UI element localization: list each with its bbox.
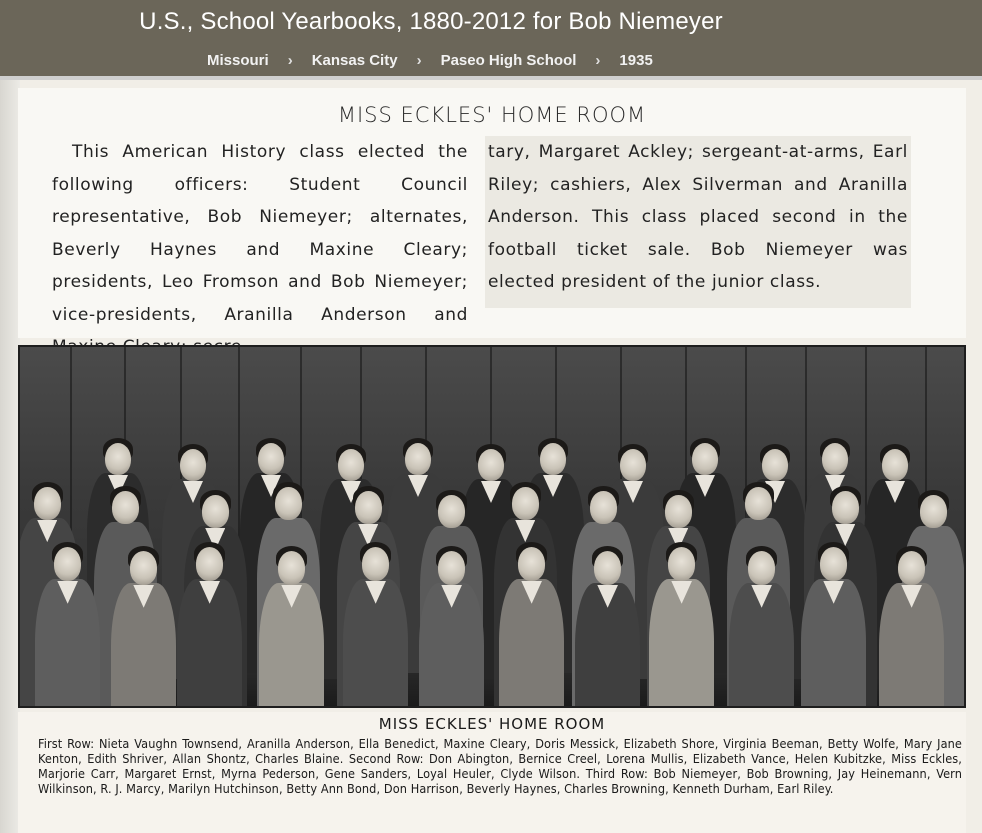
- record-title: U.S., School Yearbooks, 1880-2012 for Bob Niemeyer: [139, 8, 723, 35]
- chevron-right-icon: ›: [287, 51, 293, 69]
- article-left-column: This American History class elected the following officers: Student Council representative, Bob Niemeyer; alternates, Beverly Haynes and Maxine Cleary; presidents, Leo Fromson and Bob Niemeyer; vice-presidents, Aranilla Anderson and: [52, 142, 468, 325]
- article-right-column: tary, Margaret Ackley; sergeant-at-arms, Earl Riley; cashiers, Alex Silverman and Aranilla Anderson. This class placed second in the football ticket sale. Bob Niemeyer was elected president of the junior class.: [485, 136, 911, 308]
- breadcrumb-year[interactable]: 1935: [619, 51, 653, 69]
- breadcrumb-city[interactable]: Kansas City: [311, 51, 398, 69]
- yearbook-page-image[interactable]: [0, 80, 982, 833]
- caption-names: First Row: Nieta Vaughn Townsend, Aranilla Anderson, Ella Benedict, Maxine Cleary, Doris Messick, Elizabeth Shore, Virginia Beeman, Betty Wolfe, Mary Jane Kenton, Edith Shriver, Allan Shontz, Charles Blaine. Second Row: Don Abington, Bernice Creel, Lorena Mullis, Elizabeth Vance, Helen Kubitzke, Miss Eckles, Marjorie Carr, Margaret Ernst, Myrna Pederson, Gene Sanders, Loyal Heuler, Clyde Wilson. Third Row: Bob Niemeyer, Bob Browning, Jay Heinemann, Vern Wilkinson, R. J. Marcy, Marilyn Hutchinson, Betty Ann Bond, Don Harrison, Beverly Haynes, Charles Browning, Kenneth Durham, Earl Riley.: [38, 736, 962, 796]
- article-heading: MISS ECKLES' HOME ROOM: [337, 103, 647, 127]
- record-header: [0, 0, 982, 80]
- class-photo: [18, 345, 966, 708]
- photo-caption: [18, 712, 966, 833]
- breadcrumb-state[interactable]: Missouri: [207, 51, 269, 69]
- breadcrumb: [207, 50, 653, 70]
- article-block: [18, 88, 966, 338]
- breadcrumb-school[interactable]: Paseo High School: [440, 51, 577, 69]
- chevron-right-icon: ›: [595, 51, 601, 69]
- caption-title: MISS ECKLES' HOME ROOM: [378, 715, 606, 733]
- page-edge: [0, 80, 20, 833]
- chevron-right-icon: ›: [416, 51, 422, 69]
